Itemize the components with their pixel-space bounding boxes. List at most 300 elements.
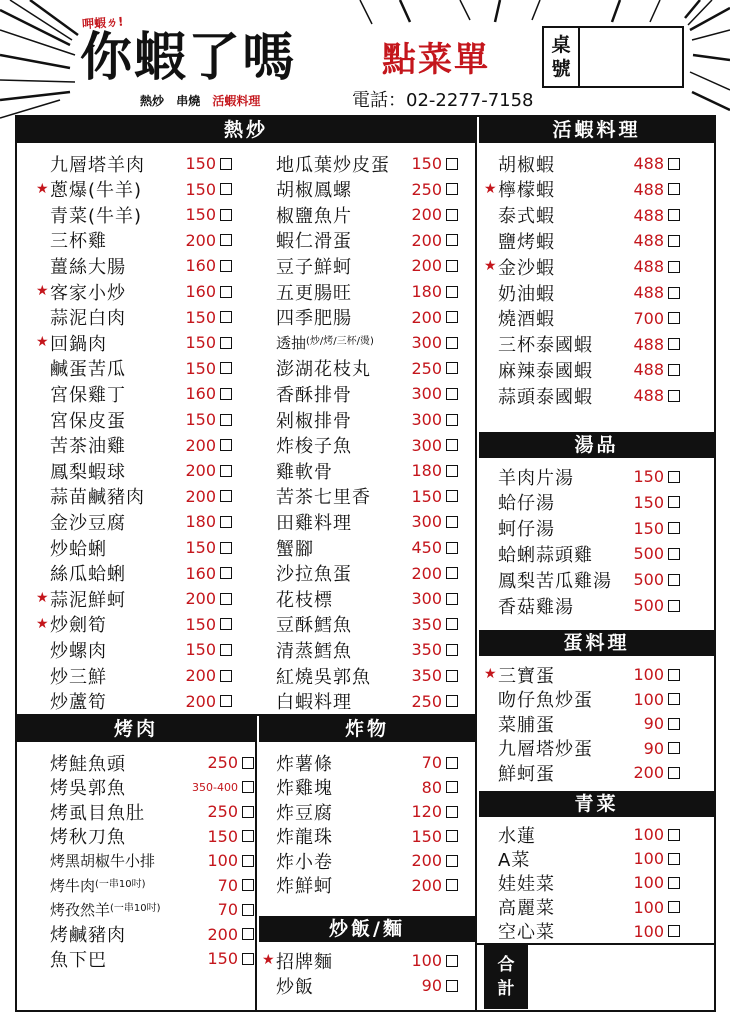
menu-item[interactable] [498,711,680,736]
total-label-char-2: 計 [497,979,515,999]
order-checkbox[interactable] [242,904,254,916]
menu-item[interactable] [276,330,458,355]
menu-item-price: 80 [421,777,442,797]
menu-item[interactable] [498,593,680,618]
menu-item[interactable] [276,433,458,458]
menu-item-price: 200 [185,435,216,455]
menu-item-name: 豆酥鱈魚 [276,615,352,637]
menu-item-price: 100 [633,665,664,684]
order-checkbox[interactable] [446,388,458,400]
order-checkbox[interactable] [242,781,254,793]
menu-item[interactable] [50,637,232,662]
divider-stir-fry-bottom [17,714,475,716]
menu-item-price: 160 [185,282,216,301]
menu-item-name: 客家小炒 [50,282,126,304]
menu-item-price: 200 [411,205,442,225]
menu-item[interactable] [498,662,680,687]
menu-item-price: 200 [411,563,442,583]
order-checkbox[interactable] [220,465,232,477]
menu-item[interactable] [276,973,458,998]
menu-item-name: 九層塔羊肉 [50,154,145,176]
order-checkbox[interactable] [446,362,458,374]
menu-item[interactable] [276,612,458,637]
menu-item-name: 地瓜葉炒皮蛋 [276,154,390,176]
order-checkbox[interactable] [220,542,232,554]
menu-item[interactable] [276,637,458,662]
menu-item-name: 宮保雞丁 [50,384,126,406]
menu-item-name: 鹽烤蝦 [498,231,555,253]
recommended-star-icon: ★ [36,334,49,351]
table-label-char-2: 號 [551,58,571,80]
menu-item[interactable] [498,541,680,566]
menu-item-name: 青菜(牛羊) [50,205,143,227]
order-checkbox[interactable] [446,158,458,170]
order-checkbox[interactable] [446,695,458,707]
menu-item-name: 檸檬蝦 [498,180,555,202]
menu-item-name: 豆子鮮蚵 [276,256,352,278]
order-checkbox[interactable] [668,693,680,705]
order-checkbox[interactable] [668,287,680,299]
menu-item[interactable] [276,799,458,824]
speed-line [0,55,70,68]
table-label-char-1: 桌 [551,34,571,56]
menu-item[interactable] [50,848,254,873]
order-checkbox[interactable] [446,414,458,426]
order-checkbox[interactable] [220,260,232,272]
order-checkbox[interactable] [446,286,458,298]
menu-item[interactable] [276,535,458,560]
order-checkbox[interactable] [220,439,232,451]
menu-item-name: 沙拉魚蛋 [276,564,352,586]
menu-item-price: 100 [633,825,664,844]
total-label [484,945,528,1009]
menu-item-name: 紅燒吳郭魚 [276,666,371,688]
menu-item[interactable] [498,177,680,202]
menu-item[interactable] [50,946,254,971]
menu-item[interactable] [276,151,458,176]
menu-item-name: 雞軟骨 [276,461,333,483]
menu-item-name: 苦茶七里香 [276,487,371,509]
order-checkbox[interactable] [242,928,254,940]
menu-item-name: 娃娃菜 [498,873,555,895]
menu-item-name: 透抽 (炒/烤/三杯/燙) [276,334,374,353]
order-checkbox[interactable] [668,767,680,779]
menu-item[interactable] [276,586,458,611]
menu-item-name: 剁椒排骨 [276,410,352,432]
order-checkbox[interactable] [446,955,458,967]
menu-item[interactable] [276,484,458,509]
menu-item-name: 花枝標 [276,589,333,611]
menu-item-price: 350 [411,666,442,685]
menu-item[interactable] [50,305,232,330]
order-checkbox[interactable] [668,548,680,560]
menu-item-name: 炒飯 [276,976,314,998]
menu-item[interactable] [276,177,458,202]
menu-item[interactable] [498,383,680,408]
menu-item-price: 100 [411,951,442,970]
menu-item[interactable] [276,356,458,381]
order-checkbox[interactable] [668,925,680,937]
menu-item[interactable] [276,407,458,432]
menu-item[interactable] [276,775,458,800]
order-checkbox[interactable] [668,471,680,483]
menu-item-price: 200 [411,230,442,250]
menu-item[interactable] [50,458,232,483]
menu-item[interactable] [498,228,680,253]
menu-item-price: 488 [633,334,664,354]
menu-item-price: 300 [411,384,442,404]
order-checkbox[interactable] [668,742,680,754]
menu-item[interactable] [50,663,232,688]
recommended-star-icon: ★ [484,258,497,275]
divider-grill-fried [255,716,257,1010]
order-checkbox[interactable] [446,855,458,867]
order-checkbox[interactable] [446,465,458,477]
menu-item-name: 烤鹹豬肉 [50,925,126,946]
menu-item-price: 488 [633,360,664,380]
speed-line [400,0,410,22]
menu-item-name: 澎湖花枝丸 [276,359,371,381]
order-checkbox[interactable] [446,183,458,195]
order-checkbox[interactable] [668,209,680,221]
menu-item-price: 250 [207,802,238,821]
menu-item[interactable] [498,567,680,592]
menu-item[interactable] [50,612,232,637]
order-checkbox[interactable] [242,757,254,769]
menu-item[interactable] [50,228,232,253]
order-checkbox[interactable] [668,522,680,534]
order-checkbox[interactable] [446,879,458,891]
order-checkbox[interactable] [446,567,458,579]
section-header-soup: 湯品 [479,432,714,458]
speed-line [692,30,730,40]
menu-item[interactable] [498,151,680,176]
order-checkbox[interactable] [446,806,458,818]
speed-line [0,92,70,100]
order-checkbox[interactable] [668,901,680,913]
order-checkbox[interactable] [220,670,232,682]
menu-item[interactable] [50,586,232,611]
order-checkbox[interactable] [668,364,680,376]
menu-item[interactable] [50,381,232,406]
menu-item-price: 90 [643,714,664,733]
section-header-grill: 烤肉 [17,716,255,742]
menu-item-name: 香菇雞湯 [498,596,574,618]
menu-item[interactable] [50,775,254,800]
order-checkbox[interactable] [668,669,680,681]
section-header-egg: 蛋料理 [479,630,714,656]
menu-item-price: 300 [411,410,442,429]
speed-line [460,0,470,20]
order-checkbox[interactable] [668,338,680,350]
menu-item[interactable] [498,332,680,357]
order-checkbox[interactable] [220,388,232,400]
order-checkbox[interactable] [220,311,232,323]
menu-item[interactable] [498,306,680,331]
speed-line [690,72,730,90]
menu-item-price: 160 [185,256,216,276]
menu-item[interactable] [50,202,232,227]
menu-item[interactable] [276,279,458,304]
menu-item-price: 250 [207,753,238,772]
menu-item-price: 150 [185,307,216,327]
menu-item[interactable] [276,458,458,483]
menu-item[interactable] [276,689,458,714]
menu-item-price: 350 [411,640,442,660]
order-checkbox[interactable] [220,695,232,707]
order-checkbox[interactable] [446,670,458,682]
total-field[interactable] [530,947,712,1008]
menu-item-price: 350 [411,614,442,634]
menu-item-name: 鳳梨苦瓜雞湯 [498,570,612,592]
menu-item-price: 70 [217,875,238,895]
section-header-live-shrimp: 活蝦料理 [479,117,714,143]
order-checkbox[interactable] [220,234,232,246]
menu-item-price: 488 [633,283,664,302]
menu-item[interactable] [276,253,458,278]
menu-item[interactable] [276,305,458,330]
menu-item-price: 150 [185,358,216,378]
menu-item[interactable] [498,254,680,279]
order-checkbox[interactable] [668,158,680,170]
menu-item-name: 清蒸鱈魚 [276,640,352,662]
order-checkbox[interactable] [220,158,232,170]
menu-item-price: 160 [185,384,216,404]
menu-item[interactable] [50,151,232,176]
order-checkbox[interactable] [446,618,458,630]
recommended-star-icon: ★ [36,283,49,299]
recommended-star-icon: ★ [262,952,275,968]
menu-item-price: 488 [633,386,664,406]
menu-item[interactable] [50,279,232,304]
menu-item[interactable] [498,357,680,382]
order-checkbox[interactable] [668,574,680,586]
recommended-star-icon: ★ [36,180,49,197]
menu-item[interactable] [276,848,458,873]
menu-item-price: 700 [633,308,664,328]
order-checkbox[interactable] [446,980,458,992]
menu-item-price: 150 [185,179,216,199]
menu-item[interactable] [50,750,254,775]
order-checkbox[interactable] [668,261,680,273]
order-checkbox[interactable] [220,337,232,349]
menu-item-name: 炸豆腐 [276,802,333,824]
order-checkbox[interactable] [446,830,458,842]
order-checkbox[interactable] [668,235,680,247]
menu-item-price: 90 [421,976,442,995]
speed-line [650,0,660,22]
menu-item-price: 150 [411,154,442,173]
menu-item[interactable] [50,689,232,714]
divider-main [475,117,477,1010]
menu-item-name: 水蓮 [498,825,536,847]
menu-item-name: 金沙蝦 [498,257,555,279]
order-checkbox[interactable] [446,439,458,451]
menu-item-name: 炸薯條 [276,753,333,775]
order-checkbox[interactable] [220,516,232,528]
order-checkbox[interactable] [668,853,680,865]
order-checkbox[interactable] [446,234,458,246]
menu-item-name: 宮保皮蛋 [50,410,126,432]
order-checkbox[interactable] [220,618,232,630]
menu-item-price: 300 [411,435,442,455]
menu-item-price: 120 [411,802,442,821]
order-checkbox[interactable] [446,209,458,221]
order-checkbox[interactable] [220,183,232,195]
menu-item[interactable] [50,330,232,355]
order-checkbox[interactable] [446,542,458,554]
order-checkbox[interactable] [668,877,680,889]
menu-item[interactable] [50,253,232,278]
slogan: 呷蝦ㄌ! [81,14,124,32]
menu-item-price: 100 [633,897,664,917]
order-checkbox[interactable] [446,490,458,502]
menu-item-name: 泰式蝦 [498,206,555,228]
menu-item[interactable] [50,799,254,824]
menu-item[interactable] [498,516,680,541]
menu-item[interactable] [498,280,680,305]
order-checkbox[interactable] [446,337,458,349]
order-checkbox[interactable] [220,362,232,374]
menu-item-price: 70 [217,900,238,919]
menu-item[interactable] [50,356,232,381]
order-checkbox[interactable] [220,644,232,656]
order-checkbox[interactable] [220,286,232,298]
table-number-field[interactable] [580,28,682,86]
menu-item[interactable] [276,663,458,688]
menu-item-name: 蔥爆(牛羊) [50,180,143,202]
phone-number: 電話：02-2277-7158 [352,90,534,111]
menu-item[interactable] [498,919,680,944]
menu-item-name: 薑絲大腸 [50,256,126,278]
order-checkbox[interactable] [668,390,680,402]
menu-item[interactable] [498,846,680,871]
menu-item-price: 250 [411,358,442,378]
menu-item[interactable] [50,433,232,458]
menu-item[interactable] [50,177,232,202]
menu-item[interactable] [276,509,458,534]
menu-item-price: 488 [633,231,664,251]
menu-item[interactable] [50,535,232,560]
section-header-fried: 炸物 [259,716,475,742]
menu-item[interactable] [498,895,680,920]
menu-item-price: 150 [633,467,664,486]
menu-item-name: 麻辣泰國蝦 [498,360,593,382]
menu-item[interactable] [50,484,232,509]
menu-item-price: 488 [633,257,664,277]
order-checkbox[interactable] [220,490,232,502]
menu-item-price: 200 [185,461,216,481]
menu-item[interactable] [50,873,254,898]
menu-item[interactable] [276,873,458,898]
menu-item-price: 100 [633,849,664,869]
menu-item-name: 燒酒蝦 [498,309,555,331]
menu-item[interactable] [276,948,458,973]
order-checkbox[interactable] [668,829,680,841]
order-checkbox[interactable] [220,567,232,579]
menu-item-price: 150 [411,826,442,846]
menu-item[interactable] [498,490,680,515]
menu-item[interactable] [276,824,458,849]
table-number-label [544,28,580,86]
order-checkbox[interactable] [220,593,232,605]
menu-item-price: 500 [633,596,664,615]
order-checkbox[interactable] [220,414,232,426]
menu-item-name: 蝦仁滑蛋 [276,231,352,253]
menu-item-price: 250 [411,179,442,199]
menu-item-name: 苦茶油雞 [50,436,126,458]
order-checkbox[interactable] [242,830,254,842]
menu-item-price: 150 [185,614,216,634]
order-checkbox[interactable] [446,260,458,272]
menu-item-name: 胡椒鳳螺 [276,180,352,202]
menu-item[interactable] [498,822,680,847]
order-checkbox[interactable] [220,209,232,221]
menu-item[interactable] [276,228,458,253]
order-checkbox[interactable] [446,644,458,656]
menu-item[interactable] [276,750,458,775]
order-checkbox[interactable] [242,879,254,891]
menu-item-name: 炸龍珠 [276,827,333,848]
menu-item[interactable] [276,202,458,227]
menu-item[interactable] [50,897,254,922]
menu-item[interactable] [50,407,232,432]
order-checkbox[interactable] [668,600,680,612]
menu-item[interactable] [276,561,458,586]
menu-item[interactable] [498,203,680,228]
order-checkbox[interactable] [446,757,458,769]
menu-item[interactable] [276,381,458,406]
order-checkbox[interactable] [668,183,680,195]
menu-item[interactable] [50,561,232,586]
order-checkbox[interactable] [668,312,680,324]
menu-item-price: 350-400 [192,780,238,794]
menu-item-name: 炸梭子魚 [276,436,352,458]
menu-item-name: 空心菜 [498,922,555,944]
order-checkbox[interactable] [668,496,680,508]
order-checkbox[interactable] [242,953,254,965]
order-checkbox[interactable] [446,593,458,605]
menu-item[interactable] [50,824,254,849]
menu-item-name: 炒劍筍 [50,615,107,637]
order-checkbox[interactable] [242,855,254,867]
menu-item[interactable] [498,870,680,895]
menu-item-price: 150 [185,154,216,173]
menu-item-name: 炸鮮蚵 [276,876,333,897]
menu-item-price: 450 [411,538,442,557]
menu-item[interactable] [498,687,680,712]
menu-item[interactable] [50,922,254,947]
recommended-star-icon: ★ [484,666,497,682]
order-checkbox[interactable] [446,311,458,323]
order-checkbox[interactable] [446,516,458,528]
recommended-star-icon: ★ [36,590,49,607]
menu-item-price: 150 [185,538,216,557]
menu-item-name: 九層塔炒蛋 [498,739,593,760]
menu-item[interactable] [498,736,680,761]
menu-item[interactable] [498,760,680,785]
menu-item-name: 菜脯蛋 [498,714,555,736]
order-checkbox[interactable] [446,781,458,793]
order-checkbox[interactable] [668,718,680,730]
order-checkbox[interactable] [242,806,254,818]
menu-item[interactable] [50,509,232,534]
menu-item-price: 100 [633,921,664,941]
menu-item[interactable] [498,464,680,489]
menu-item-name: 炒蘆筍 [50,692,107,714]
menu-item-price: 200 [185,230,216,250]
menu-item-name: 炒三鮮 [50,666,107,688]
